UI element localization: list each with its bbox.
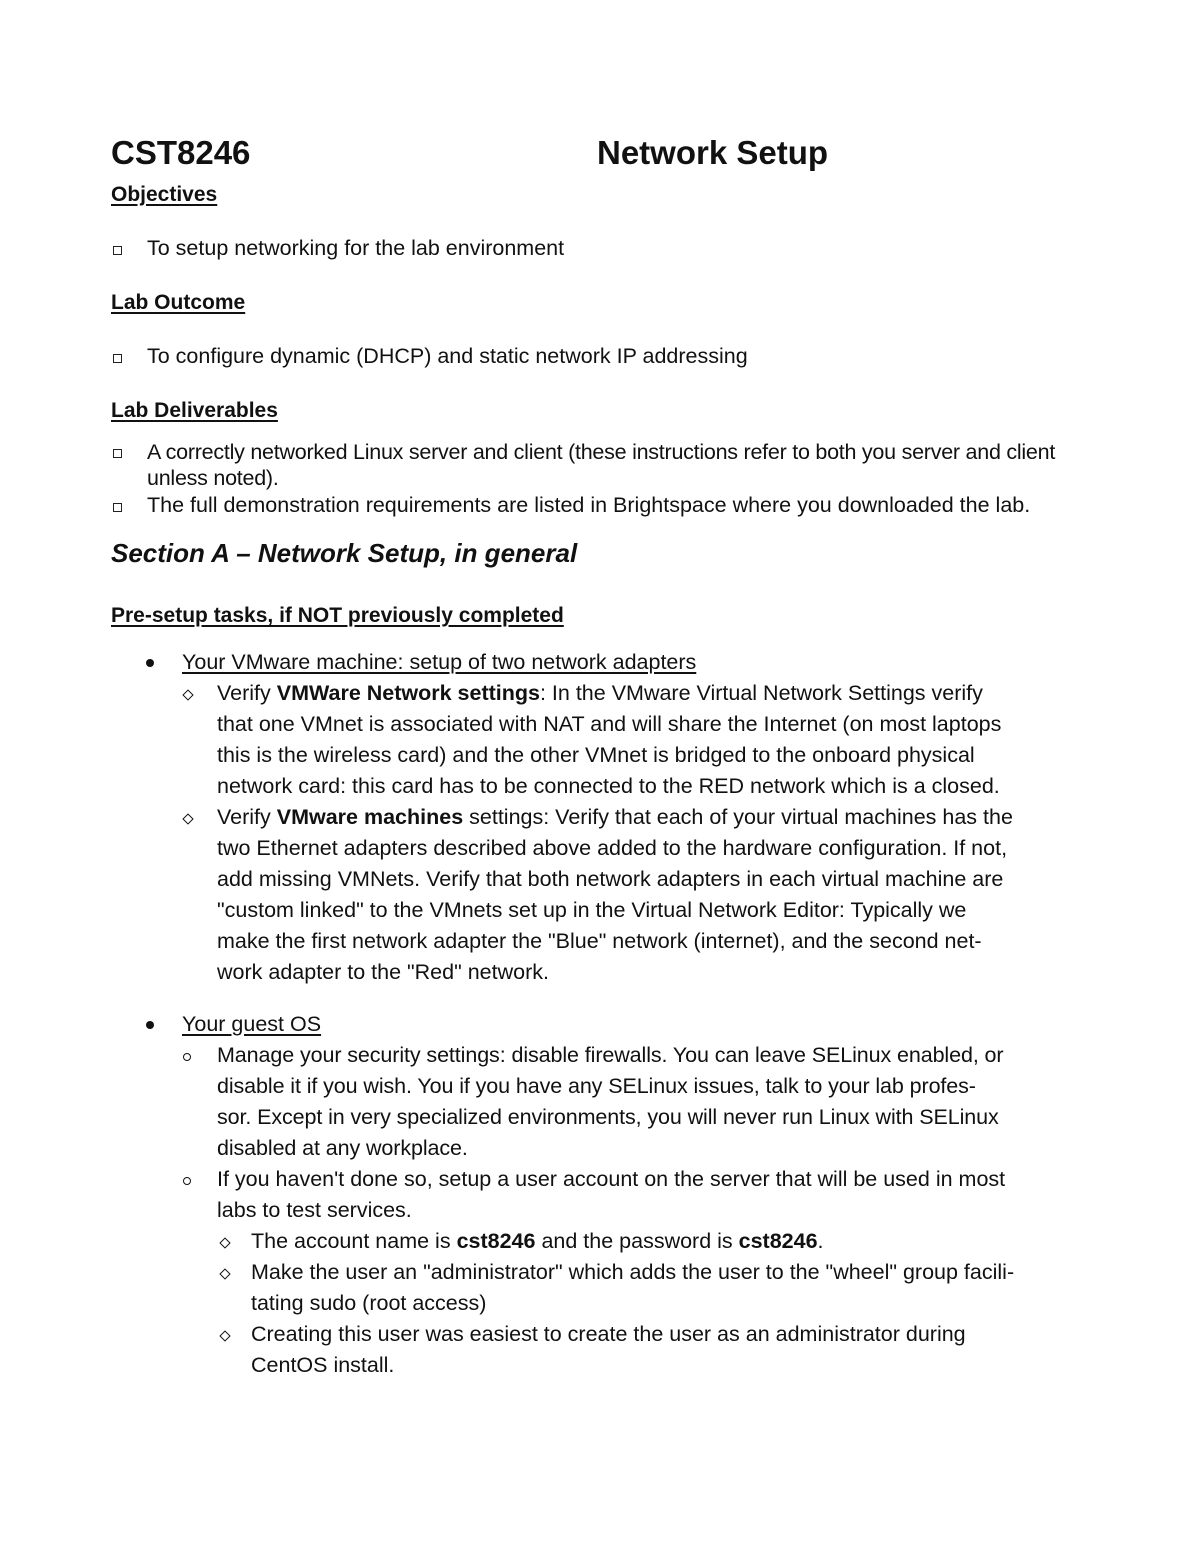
account-name-item: The account name is cst8246 and the password is cst8246.	[251, 1229, 824, 1253]
item-line: make the first network adapter the "Blue" network (internet), and the second net-	[217, 929, 982, 953]
item-line: two Ethernet adapters described above added to the hardware configuration. If not,	[217, 836, 1008, 860]
checkbox-bullet-icon	[113, 354, 122, 363]
section-a-title: Section A – Network Setup, in general	[111, 538, 578, 568]
item-line: If you haven't done so, setup a user account on the server that will be used in most	[217, 1167, 1006, 1191]
install-note-item	[251, 1319, 966, 1381]
deliverable-line: unless noted).	[147, 466, 279, 490]
item-line: this is the wireless card) and the other VMnet is bridged to the onboard physical	[217, 743, 975, 767]
administrator-item	[251, 1257, 1014, 1319]
item-line: that one VMnet is associated with NAT and will share the Internet (on most laptops	[217, 712, 1002, 736]
deliverable-item-1	[147, 439, 1055, 491]
deliverables-heading: Lab Deliverables	[111, 399, 278, 422]
user-account-item	[217, 1164, 1005, 1226]
diamond-bullet-icon	[219, 1237, 230, 1248]
vmware-heading: Your VMware machine: setup of two network adapters	[182, 650, 697, 674]
diamond-bullet-icon	[219, 1330, 230, 1341]
item-first-line: Verify VMWare Network settings: In the VMware Virtual Network Settings verify	[217, 681, 983, 705]
page-title: Network Setup	[597, 134, 829, 171]
vmware-machines-item	[217, 802, 1013, 988]
item-first-line: Verify VMware machines settings: Verify that each of your virtual machines has the	[217, 805, 1013, 829]
item-line: disabled at any workplace.	[217, 1136, 468, 1160]
diamond-bullet-icon	[219, 1268, 230, 1279]
circle-bullet-icon	[183, 1053, 191, 1061]
item-line: sor. Except in very specialized environments, you will never run Linux with SELinux	[217, 1105, 999, 1129]
item-line: Make the user an "administrator" which adds the user to the "wheel" group facili-	[251, 1260, 1015, 1284]
outcome-heading: Lab Outcome	[111, 291, 246, 314]
vmware-network-settings-item	[217, 678, 1001, 802]
item-line: "custom linked" to the VMnets set up in the Virtual Network Editor: Typically we	[217, 898, 967, 922]
security-settings-item	[217, 1040, 1003, 1164]
pre-setup-heading: Pre-setup tasks, if NOT previously completed	[111, 604, 564, 627]
deliverable-item-2: The full demonstration requirements are listed in Brightspace where you downloaded the lab.	[147, 493, 1031, 517]
item-line: add missing VMNets. Verify that both network adapters in each virtual machine are	[217, 867, 1004, 891]
item-line: Creating this user was easiest to create the user as an administrator during	[251, 1322, 966, 1346]
checkbox-bullet-icon	[113, 503, 122, 512]
diamond-bullet-icon	[182, 689, 193, 700]
deliverable-line: A correctly networked Linux server and client (these instructions refer to both you server and client	[147, 440, 1056, 464]
bullet-dot-icon	[146, 659, 154, 667]
course-code: CST8246	[111, 134, 251, 171]
diamond-bullet-icon	[182, 813, 193, 824]
checkbox-bullet-icon	[113, 449, 122, 458]
item-line: CentOS install.	[251, 1353, 395, 1377]
objective-item: To setup networking for the lab environment	[147, 236, 565, 260]
item-line: work adapter to the "Red" network.	[217, 960, 549, 984]
bullet-dot-icon	[146, 1021, 154, 1029]
circle-bullet-icon	[183, 1177, 191, 1185]
checkbox-bullet-icon	[113, 246, 122, 255]
item-line: labs to test services.	[217, 1198, 412, 1222]
objectives-heading: Objectives	[111, 183, 218, 206]
item-line: network card: this card has to be connected to the RED network which is a closed.	[217, 774, 1000, 798]
item-line: tating sudo (root access)	[251, 1291, 487, 1315]
outcome-item: To configure dynamic (DHCP) and static network IP addressing	[147, 344, 748, 368]
guest-os-heading: Your guest OS	[182, 1012, 322, 1036]
item-line: disable it if you wish. You if you have any SELinux issues, talk to your lab profes-	[217, 1074, 976, 1098]
item-line: Manage your security settings: disable firewalls. You can leave SELinux enabled, or	[217, 1043, 1004, 1067]
